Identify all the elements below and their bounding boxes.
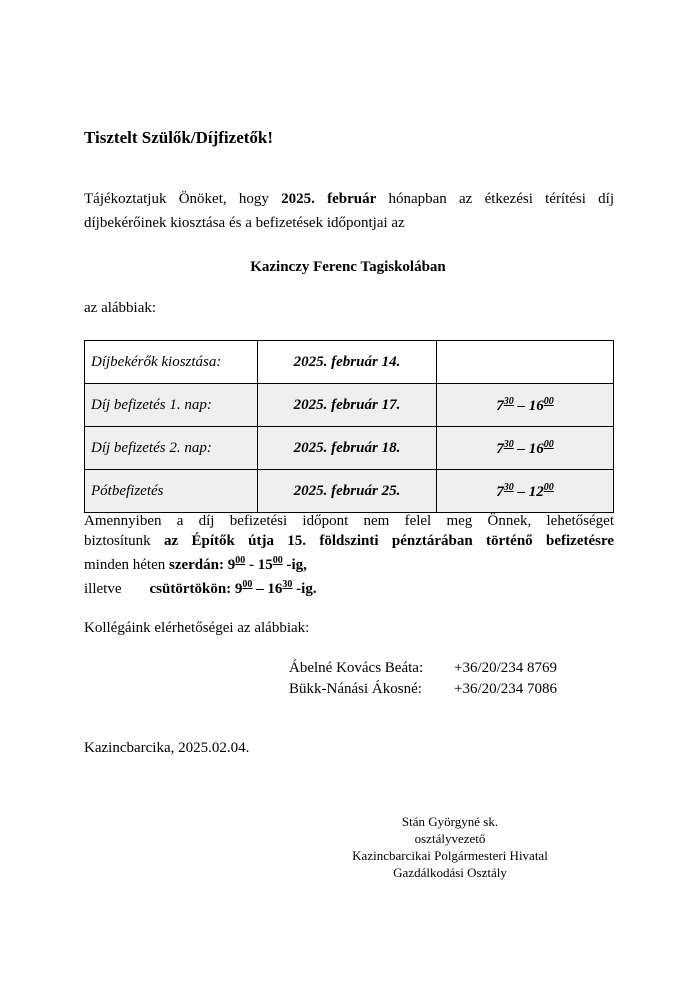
time-end-hour: 16 <box>267 581 283 597</box>
signatory-department: Gazdálkodási Osztály <box>393 865 507 880</box>
alt-line-4 <box>84 575 614 599</box>
alt-line-2 <box>84 531 614 551</box>
schedule-label: Díj befizetés 1. nap: <box>85 384 258 427</box>
time-end-hour: 12 <box>528 483 544 500</box>
time-start-hour: 7 <box>496 440 504 457</box>
contact-name: Ábelné Kovács Beáta: <box>289 660 424 676</box>
signatory-name: Stán Györgyné sk. <box>401 814 499 829</box>
greeting-heading: Tisztelt Szülők/Díjfizetők! <box>84 128 274 147</box>
time-end-hour: 16 <box>528 440 544 457</box>
time-separator: – <box>513 483 529 500</box>
signatory-office: Kazincbarcikai Polgármesteri Hivatal <box>352 848 548 863</box>
wednesday-hours <box>169 557 307 573</box>
thursday-label: csütörtökön: <box>149 581 232 597</box>
schedule-label: Díj befizetés 2. nap: <box>85 427 258 470</box>
schedule-row <box>85 341 614 384</box>
schedule-date: 2025. február 14. <box>258 341 437 384</box>
school-name: Kazinczy Ferenc Tagiskolában <box>250 259 446 275</box>
time-end-minute: 00 <box>543 395 554 407</box>
schedule-time <box>437 470 614 513</box>
time-end-minute: 00 <box>543 481 554 493</box>
wednesday-label: szerdán: <box>168 557 224 573</box>
schedule-date: 2025. február 18. <box>258 427 437 470</box>
schedule-table <box>84 340 614 513</box>
alt-line-1: Amennyiben a díj befizetési időpont nem felel meg Önnek, lehetőséget <box>84 513 614 529</box>
schedule-row <box>85 384 614 427</box>
payment-location: az Építők útja 15. földszinti pénztárában történő befizetésre <box>164 533 615 549</box>
following-label: az alábbiak: <box>84 300 157 316</box>
time-separator: – <box>513 397 529 414</box>
schedule-date: 2025. február 25. <box>258 470 437 513</box>
intro-text-b: hónapban az étkezési térítési díj <box>376 191 615 207</box>
contact-phone: +36/20/234 8769 <box>454 660 558 676</box>
place-and-date: Kazincbarcika, 2025.02.04. <box>84 740 250 756</box>
intro-line-1 <box>84 187 614 211</box>
time-start-minute: 00 <box>242 579 253 590</box>
alt-line-3 <box>84 551 614 575</box>
thursday-hours <box>150 581 317 597</box>
time-separator: - <box>245 557 258 573</box>
time-suffix: -ig, <box>282 557 307 573</box>
intro-month: 2025. február <box>281 191 377 207</box>
schedule-label: Díjbekérők kiosztása: <box>85 341 258 384</box>
time-start-minute: 30 <box>503 481 514 493</box>
time-end-hour: 16 <box>528 397 544 414</box>
time-start-minute: 30 <box>503 438 514 450</box>
time-end-hour: 15 <box>257 557 273 573</box>
time-separator: – <box>513 440 529 457</box>
intro-line-2: díjbekérőinek kiosztása és a befizetések időpontjai az <box>84 215 405 231</box>
schedule-time <box>437 341 614 384</box>
time-start-hour: 9 <box>227 557 236 573</box>
schedule-date: 2025. február 17. <box>258 384 437 427</box>
contact-phone: +36/20/234 7086 <box>454 681 558 697</box>
schedule-row <box>85 470 614 513</box>
time-separator: – <box>252 581 268 597</box>
schedule-label: Pótbefizetés <box>85 470 258 513</box>
signatory-title: osztályvezető <box>414 831 486 846</box>
time-start-hour: 9 <box>234 581 243 597</box>
time-start-hour: 7 <box>496 397 504 414</box>
intro-text-a: Tájékoztatjuk Önöket, hogy <box>84 191 282 207</box>
time-end-minute: 00 <box>272 555 283 566</box>
intro-paragraph <box>84 187 614 235</box>
time-suffix: -ig. <box>292 581 317 597</box>
contact-name: Bükk-Nánási Ákosné: <box>289 681 422 697</box>
colleagues-intro: Kollégáink elérhetőségei az alábbiak: <box>84 620 310 636</box>
time-start-hour: 7 <box>496 483 504 500</box>
alt-line-4-text: illetve <box>84 581 122 597</box>
time-start-minute: 00 <box>235 555 246 566</box>
time-start-minute: 30 <box>503 395 514 407</box>
alt-line-3-text: minden héten <box>84 557 169 573</box>
alternative-payment-paragraph <box>84 511 614 599</box>
alt-line-2-text: biztosítunk <box>84 533 164 549</box>
time-end-minute: 00 <box>543 438 554 450</box>
schedule-row <box>85 427 614 470</box>
time-end-minute: 30 <box>282 579 293 590</box>
schedule-time <box>437 427 614 470</box>
schedule-time <box>437 384 614 427</box>
